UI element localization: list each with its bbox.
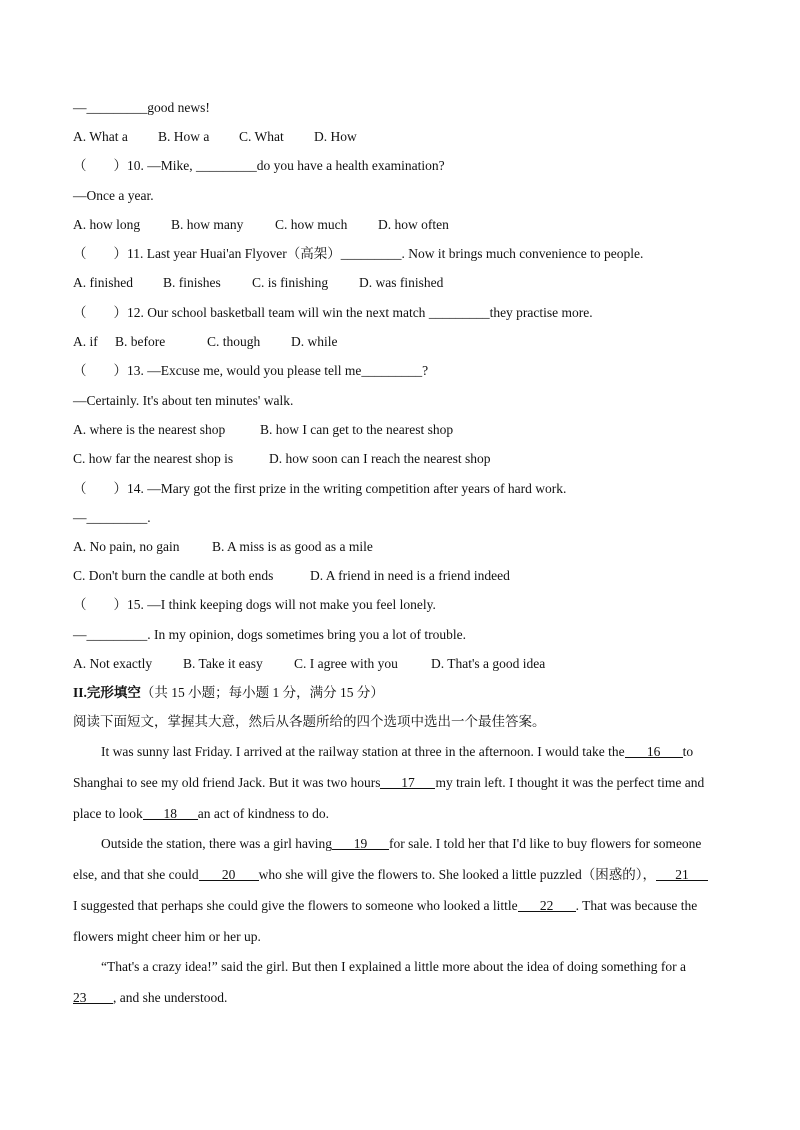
q12-question xyxy=(73,304,593,322)
passage-text: Outside the station, there was a girl having xyxy=(101,836,332,851)
q11-text-a: Last year Huai'an Flyover（高架） xyxy=(146,246,341,261)
q12-option-c: C. though xyxy=(207,334,261,349)
q12-blank: _________ xyxy=(428,305,490,320)
q14-answer-line xyxy=(73,509,151,527)
blank-16: 16 xyxy=(625,743,683,758)
q9-blank: _________ xyxy=(86,100,148,115)
q9-option-a: A. What a xyxy=(73,129,128,144)
q13-paren: （ ）13. xyxy=(73,363,148,378)
q10-text-a: —Mike, xyxy=(147,158,196,173)
q13-option-a: A. where is the nearest shop xyxy=(73,422,226,437)
q15-options xyxy=(73,655,545,673)
passage-text: for sale. I told her that I'd like to buy flowers for someone xyxy=(388,836,702,851)
passage-p1-line3 xyxy=(73,805,329,823)
blank-19: 19 xyxy=(332,835,389,850)
passage-p3-line1: “That's a crazy idea!” said the girl. But then I explained a little more about the idea of doing something for a xyxy=(101,959,686,974)
q11-blank: _________ xyxy=(340,246,402,261)
q14-option-d: D. A friend in need is a friend indeed xyxy=(310,568,510,583)
passage-text: an act of kindness to do. xyxy=(197,806,329,821)
q10-option-b: B. how many xyxy=(171,217,244,232)
q9-answer-line xyxy=(73,99,210,117)
passage-text: place to look xyxy=(73,806,143,821)
passage-p2-line1 xyxy=(101,835,701,853)
passage-p1-line1 xyxy=(101,743,693,761)
passage-text: my train left. I thought it was the perfect time and xyxy=(435,775,705,790)
q10-question xyxy=(73,157,445,175)
q12-text-a: Our school basketball team will win the next match xyxy=(147,305,429,320)
q14-blank: _________ xyxy=(86,510,148,525)
blank-18: 18 xyxy=(143,805,198,820)
q9-dash: — xyxy=(73,100,87,115)
q15-question xyxy=(73,596,436,614)
section-2-title xyxy=(73,684,384,702)
q11-option-a: A. finished xyxy=(73,275,133,290)
q11-question xyxy=(73,245,643,263)
q10-option-c: C. how much xyxy=(275,217,348,232)
q10-options xyxy=(73,216,449,234)
passage-text: who she will give the flowers to. She looked a little puzzled（困惑的）， xyxy=(258,867,657,882)
q13-text-b: ? xyxy=(422,363,429,378)
q10-paren: （ ）10. xyxy=(73,158,148,173)
passage-text: It was sunny last Friday. I arrived at the railway station at three in the afternoon. I would take the xyxy=(101,744,625,759)
q13-option-b: B. how I can get to the nearest shop xyxy=(260,422,454,437)
q13-option-d: D. how soon can I reach the nearest shop xyxy=(269,451,491,466)
passage-p2-line3 xyxy=(73,897,697,915)
passage-text: else, and that she could xyxy=(73,867,199,882)
passage-text: I suggested that perhaps she could give the flowers to someone who looked a little xyxy=(73,898,518,913)
q14-end: . xyxy=(147,510,151,525)
passage-text: to xyxy=(682,744,694,759)
q13-options-row1 xyxy=(73,421,453,439)
q9-option-d: D. How xyxy=(314,129,357,144)
q14-options-row1 xyxy=(73,538,373,556)
q14-question xyxy=(73,480,566,498)
passage-p3-line2 xyxy=(73,989,227,1007)
blank-20: 20 xyxy=(199,866,259,881)
q14-option-b: B. A miss is as good as a mile xyxy=(212,539,373,554)
passage-p2-line4: flowers might cheer him or her up. xyxy=(73,929,261,944)
q15-text: —I think keeping dogs will not make you feel lonely. xyxy=(147,597,436,612)
q15-paren: （ ）15. xyxy=(73,597,148,612)
passage-text: Shanghai to see my old friend Jack. But it was two hours xyxy=(73,775,381,790)
q9-option-b: B. How a xyxy=(158,129,210,144)
q10-option-a: A. how long xyxy=(73,217,141,232)
q12-option-a: A. if xyxy=(73,334,98,349)
q15-dash: — xyxy=(73,627,87,642)
section-2-title-rest: （共 15 小题；每小题 1 分，满分 15 分） xyxy=(140,685,384,700)
q14-text: —Mary got the first prize in the writing competition after years of hard work. xyxy=(147,481,567,496)
q13-blank: _________ xyxy=(361,363,423,378)
q12-text-b: they practise more. xyxy=(489,305,593,320)
q15-blank: _________ xyxy=(86,627,148,642)
q10-text-b: do you have a health examination? xyxy=(256,158,445,173)
q14-dash: — xyxy=(73,510,87,525)
q11-text-b: . Now it brings much convenience to people. xyxy=(401,246,644,261)
q15-answer-line xyxy=(73,626,466,644)
q9-text: good news! xyxy=(147,100,210,115)
blank-22: 22 xyxy=(518,897,576,912)
q14-paren: （ ）14. xyxy=(73,481,148,496)
section-2-title-bold: II.完形填空 xyxy=(73,685,141,700)
blank-23: 23 xyxy=(73,989,113,1004)
q15-end: . In my opinion, dogs sometimes bring you a lot of trouble. xyxy=(147,627,466,642)
q14-option-c: C. Don't burn the candle at both ends xyxy=(73,568,274,583)
q12-option-d: D. while xyxy=(291,334,338,349)
q15-option-c: C. I agree with you xyxy=(294,656,398,671)
q15-option-a: A. Not exactly xyxy=(73,656,153,671)
passage-p2-line2 xyxy=(73,866,708,884)
passage-text: , and she understood. xyxy=(113,990,228,1005)
q9-options xyxy=(73,128,357,146)
q13-option-c: C. how far the nearest shop is xyxy=(73,451,234,466)
blank-17: 17 xyxy=(380,774,435,789)
passage-text: . That was because the xyxy=(575,898,698,913)
q13-answer-line: —Certainly. It's about ten minutes' walk. xyxy=(73,393,294,408)
blank-21: 21 xyxy=(656,866,708,881)
q14-options-row2 xyxy=(73,567,510,585)
q10-answer-line: —Once a year. xyxy=(73,188,154,203)
q13-question xyxy=(73,362,428,380)
q11-option-d: D. was finished xyxy=(359,275,444,290)
q11-options xyxy=(73,274,443,292)
q15-option-d: D. That's a good idea xyxy=(431,656,546,671)
q13-text-a: —Excuse me, would you please tell me xyxy=(147,363,362,378)
q10-option-d: D. how often xyxy=(378,217,449,232)
q15-option-b: B. Take it easy xyxy=(183,656,263,671)
passage-p1-line2 xyxy=(73,774,704,792)
q14-option-a: A. No pain, no gain xyxy=(73,539,180,554)
q12-paren: （ ）12. xyxy=(73,305,148,320)
q12-options xyxy=(73,333,338,351)
q10-blank: _________ xyxy=(196,158,257,173)
q11-option-b: B. finishes xyxy=(163,275,221,290)
q12-option-b: B. before xyxy=(115,334,166,349)
q11-option-c: C. is finishing xyxy=(252,275,329,290)
q11-paren: （ ）11. xyxy=(73,246,147,261)
section-2-instruction: 阅读下面短文，掌握其大意，然后从各题所给的四个选项中选出一个最佳答案。 xyxy=(73,714,546,729)
q9-option-c: C. What xyxy=(239,129,284,144)
q13-options-row2 xyxy=(73,450,491,468)
